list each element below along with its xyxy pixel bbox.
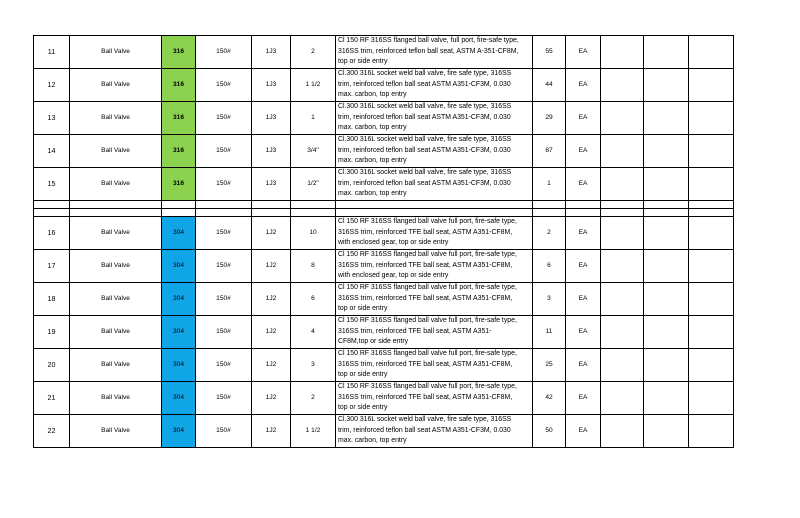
empty-cell bbox=[601, 316, 644, 349]
unit-cell: EA bbox=[566, 168, 601, 201]
empty-cell bbox=[601, 69, 644, 102]
empty-cell bbox=[689, 135, 734, 168]
quantity-cell: 42 bbox=[533, 382, 566, 415]
size-cell: 1/2" bbox=[291, 168, 336, 201]
class-cell: 1J2 bbox=[252, 382, 291, 415]
item-number-cell: 20 bbox=[34, 349, 70, 382]
description-line: trim, reinforced teflon ball seat ASTM A351-CF3M, 0.030 bbox=[338, 146, 511, 154]
table-row bbox=[34, 36, 734, 69]
unit-cell: EA bbox=[566, 36, 601, 69]
table-row bbox=[34, 217, 734, 250]
description-cell bbox=[336, 168, 533, 201]
rating-cell: 150# bbox=[196, 250, 252, 283]
empty-cell bbox=[644, 217, 689, 250]
table-row bbox=[34, 415, 734, 448]
empty-cell bbox=[644, 316, 689, 349]
empty-cell bbox=[689, 69, 734, 102]
description-line: 316SS trim, reinforced teflon ball seat, ASTM A-351-CF8M, bbox=[338, 47, 519, 55]
item-number-cell: 16 bbox=[34, 217, 70, 250]
item-name-cell: Ball Valve bbox=[70, 283, 162, 316]
table-row bbox=[34, 382, 734, 415]
material-cell: 316 bbox=[162, 36, 196, 69]
material-cell: 304 bbox=[162, 349, 196, 382]
rating-cell: 150# bbox=[196, 283, 252, 316]
item-name-cell: Ball Valve bbox=[70, 349, 162, 382]
material-cell: 304 bbox=[162, 217, 196, 250]
size-cell: 2 bbox=[291, 382, 336, 415]
unit-cell: EA bbox=[566, 316, 601, 349]
description-line: max. carbon, top entry bbox=[338, 190, 407, 198]
empty-cell bbox=[644, 102, 689, 135]
table-row bbox=[34, 135, 734, 168]
description-line: 316SS trim, reinforced TFE ball seat, ASTM A351-CF8M, bbox=[338, 228, 513, 236]
description-line: trim, reinforced teflon ball seat ASTM A351-CF3M, 0.030 bbox=[338, 426, 511, 434]
quantity-cell: 87 bbox=[533, 135, 566, 168]
class-cell: 1J2 bbox=[252, 349, 291, 382]
item-name-cell: Ball Valve bbox=[70, 135, 162, 168]
table-row bbox=[34, 102, 734, 135]
unit-cell: EA bbox=[566, 415, 601, 448]
empty-cell bbox=[601, 349, 644, 382]
item-number-cell: 12 bbox=[34, 69, 70, 102]
rating-cell: 150# bbox=[196, 415, 252, 448]
quantity-cell: 50 bbox=[533, 415, 566, 448]
description-line: 316SS trim, reinforced TFE ball seat, ASTM A351-CF8M, bbox=[338, 393, 513, 401]
empty-cell bbox=[601, 135, 644, 168]
spacer-row bbox=[34, 201, 734, 209]
empty-cell bbox=[689, 382, 734, 415]
empty-cell bbox=[644, 283, 689, 316]
description-line: 316SS trim, reinforced TFE ball seat, ASTM A351-CF8M, bbox=[338, 261, 513, 269]
description-line: max. carbon, top entry bbox=[338, 124, 407, 132]
class-cell: 1J2 bbox=[252, 217, 291, 250]
empty-cell bbox=[601, 217, 644, 250]
description-line: Cl 150 RF 316SS flanged ball valve, full port, fire-safe type, bbox=[338, 37, 519, 45]
size-cell: 3 bbox=[291, 349, 336, 382]
description-line: Cl 150 RF 316SS flanged ball valve full port, fire-safe type, bbox=[338, 383, 517, 391]
material-cell: 304 bbox=[162, 283, 196, 316]
description-cell bbox=[336, 36, 533, 69]
item-name-cell: Ball Valve bbox=[70, 168, 162, 201]
description-cell bbox=[336, 250, 533, 283]
item-number-cell: 15 bbox=[34, 168, 70, 201]
size-cell: 4 bbox=[291, 316, 336, 349]
description-line: max. carbon, top entry bbox=[338, 437, 407, 445]
item-name-cell: Ball Valve bbox=[70, 382, 162, 415]
description-cell bbox=[336, 382, 533, 415]
description-cell bbox=[336, 316, 533, 349]
size-cell: 1 bbox=[291, 102, 336, 135]
rating-cell: 150# bbox=[196, 382, 252, 415]
empty-cell bbox=[689, 283, 734, 316]
description-line: top or side entry bbox=[338, 371, 388, 379]
description-line: max. carbon, top entry bbox=[338, 91, 407, 99]
unit-cell: EA bbox=[566, 283, 601, 316]
empty-cell bbox=[644, 250, 689, 283]
class-cell: 1J3 bbox=[252, 102, 291, 135]
class-cell: 1J2 bbox=[252, 316, 291, 349]
item-name-cell: Ball Valve bbox=[70, 102, 162, 135]
empty-cell bbox=[644, 382, 689, 415]
description-line: trim, reinforced teflon ball seat ASTM A351-CF3M, 0.030 bbox=[338, 80, 511, 88]
item-number-cell: 11 bbox=[34, 36, 70, 69]
description-line: Cl 150 RF 316SS flanged ball valve full port, fire-safe type, bbox=[338, 350, 517, 358]
unit-cell: EA bbox=[566, 382, 601, 415]
table-row bbox=[34, 69, 734, 102]
description-line: Cl 150 RF 316SS flanged ball valve full port, fire-safe type, bbox=[338, 284, 517, 292]
quantity-cell: 29 bbox=[533, 102, 566, 135]
empty-cell bbox=[644, 135, 689, 168]
unit-cell: EA bbox=[566, 69, 601, 102]
empty-cell bbox=[689, 168, 734, 201]
item-name-cell: Ball Valve bbox=[70, 69, 162, 102]
item-number-cell: 14 bbox=[34, 135, 70, 168]
item-number-cell: 21 bbox=[34, 382, 70, 415]
material-cell: 304 bbox=[162, 415, 196, 448]
class-cell: 1J3 bbox=[252, 135, 291, 168]
empty-cell bbox=[689, 36, 734, 69]
rating-cell: 150# bbox=[196, 349, 252, 382]
material-cell: 316 bbox=[162, 102, 196, 135]
size-cell: 10 bbox=[291, 217, 336, 250]
item-name-cell: Ball Valve bbox=[70, 316, 162, 349]
empty-cell bbox=[601, 283, 644, 316]
description-line: Cl.300 316L socket weld ball valve, fire safe type, 316SS bbox=[338, 70, 512, 78]
description-line: top or side entry bbox=[338, 404, 388, 412]
description-cell bbox=[336, 135, 533, 168]
unit-cell: EA bbox=[566, 250, 601, 283]
description-line: CF8M,top or side entry bbox=[338, 338, 409, 346]
class-cell: 1J3 bbox=[252, 36, 291, 69]
description-cell bbox=[336, 283, 533, 316]
table-row bbox=[34, 283, 734, 316]
quantity-cell: 2 bbox=[533, 217, 566, 250]
quantity-cell: 3 bbox=[533, 283, 566, 316]
item-number-cell: 22 bbox=[34, 415, 70, 448]
description-line: trim, reinforced teflon ball seat ASTM A351-CF3M, 0.030 bbox=[338, 179, 511, 187]
empty-cell bbox=[689, 349, 734, 382]
quantity-cell: 1 bbox=[533, 168, 566, 201]
quantity-cell: 44 bbox=[533, 69, 566, 102]
table-row bbox=[34, 168, 734, 201]
description-line: top or side entry bbox=[338, 305, 388, 313]
item-name-cell: Ball Valve bbox=[70, 217, 162, 250]
empty-cell bbox=[644, 36, 689, 69]
description-line: Cl.300 316L socket weld ball valve, fire safe type, 316SS bbox=[338, 103, 512, 111]
description-line: Cl.300 316L socket weld ball valve, fire safe type, 316SS bbox=[338, 136, 512, 144]
valve-schedule-table bbox=[33, 35, 734, 448]
empty-cell bbox=[644, 415, 689, 448]
empty-cell bbox=[601, 250, 644, 283]
description-line: top or side entry bbox=[338, 58, 388, 66]
empty-cell bbox=[689, 316, 734, 349]
unit-cell: EA bbox=[566, 135, 601, 168]
empty-cell bbox=[601, 382, 644, 415]
class-cell: 1J2 bbox=[252, 250, 291, 283]
description-line: Cl.300 316L socket weld ball valve, fire safe type, 316SS bbox=[338, 169, 512, 177]
description-line: trim, reinforced teflon ball seat ASTM A351-CF3M, 0.030 bbox=[338, 113, 511, 121]
description-cell bbox=[336, 102, 533, 135]
description-line: 316SS trim, reinforced TFE ball seat, ASTM A351-CF8M, bbox=[338, 294, 513, 302]
description-cell bbox=[336, 217, 533, 250]
empty-cell bbox=[689, 415, 734, 448]
item-name-cell: Ball Valve bbox=[70, 36, 162, 69]
description-cell bbox=[336, 349, 533, 382]
size-cell: 1 1/2 bbox=[291, 415, 336, 448]
empty-cell bbox=[689, 102, 734, 135]
material-cell: 304 bbox=[162, 382, 196, 415]
empty-cell bbox=[644, 69, 689, 102]
description-line: max. carbon, top entry bbox=[338, 157, 407, 165]
description-cell bbox=[336, 415, 533, 448]
unit-cell: EA bbox=[566, 349, 601, 382]
quantity-cell: 55 bbox=[533, 36, 566, 69]
description-line: with enclosed gear, top or side entry bbox=[338, 272, 449, 280]
quantity-cell: 6 bbox=[533, 250, 566, 283]
description-line: 316SS trim, reinforced TFE ball seat, ASTM A351-CF8M, bbox=[338, 360, 513, 368]
rating-cell: 150# bbox=[196, 69, 252, 102]
description-line: Cl.300 316L socket weld ball valve, fire safe type, 316SS bbox=[338, 416, 512, 424]
table-row bbox=[34, 250, 734, 283]
unit-cell: EA bbox=[566, 217, 601, 250]
size-cell: 1 1/2 bbox=[291, 69, 336, 102]
empty-cell bbox=[644, 349, 689, 382]
description-line: Cl 150 RF 316SS flanged ball valve full port, fire-safe type, bbox=[338, 317, 517, 325]
empty-cell bbox=[689, 250, 734, 283]
item-number-cell: 17 bbox=[34, 250, 70, 283]
item-number-cell: 13 bbox=[34, 102, 70, 135]
table-row bbox=[34, 349, 734, 382]
class-cell: 1J3 bbox=[252, 168, 291, 201]
quantity-cell: 25 bbox=[533, 349, 566, 382]
size-cell: 2 bbox=[291, 36, 336, 69]
item-number-cell: 18 bbox=[34, 283, 70, 316]
material-cell: 316 bbox=[162, 135, 196, 168]
item-name-cell: Ball Valve bbox=[70, 415, 162, 448]
material-cell: 304 bbox=[162, 316, 196, 349]
rating-cell: 150# bbox=[196, 316, 252, 349]
class-cell: 1J3 bbox=[252, 69, 291, 102]
size-cell: 8 bbox=[291, 250, 336, 283]
description-line: with enclosed gear, top or side entry bbox=[338, 239, 449, 247]
item-number-cell: 19 bbox=[34, 316, 70, 349]
description-line: Cl 150 RF 316SS flanged ball valve full port, fire-safe type, bbox=[338, 218, 517, 226]
empty-cell bbox=[601, 102, 644, 135]
description-line: Cl 150 RF 316SS flanged ball valve full port, fire-safe type, bbox=[338, 251, 517, 259]
empty-cell bbox=[601, 415, 644, 448]
rating-cell: 150# bbox=[196, 36, 252, 69]
rating-cell: 150# bbox=[196, 135, 252, 168]
rating-cell: 150# bbox=[196, 102, 252, 135]
unit-cell: EA bbox=[566, 102, 601, 135]
quantity-cell: 11 bbox=[533, 316, 566, 349]
material-cell: 316 bbox=[162, 168, 196, 201]
empty-cell bbox=[689, 217, 734, 250]
rating-cell: 150# bbox=[196, 168, 252, 201]
item-name-cell: Ball Valve bbox=[70, 250, 162, 283]
material-cell: 316 bbox=[162, 69, 196, 102]
spacer-row bbox=[34, 209, 734, 217]
material-cell: 304 bbox=[162, 250, 196, 283]
description-line: 316SS trim, reinforced TFE ball seat, ASTM A351- bbox=[338, 327, 492, 335]
empty-cell bbox=[601, 168, 644, 201]
class-cell: 1J2 bbox=[252, 415, 291, 448]
table-row bbox=[34, 316, 734, 349]
class-cell: 1J2 bbox=[252, 283, 291, 316]
empty-cell bbox=[601, 36, 644, 69]
rating-cell: 150# bbox=[196, 217, 252, 250]
empty-cell bbox=[644, 168, 689, 201]
size-cell: 6 bbox=[291, 283, 336, 316]
size-cell: 3/4" bbox=[291, 135, 336, 168]
description-cell bbox=[336, 69, 533, 102]
